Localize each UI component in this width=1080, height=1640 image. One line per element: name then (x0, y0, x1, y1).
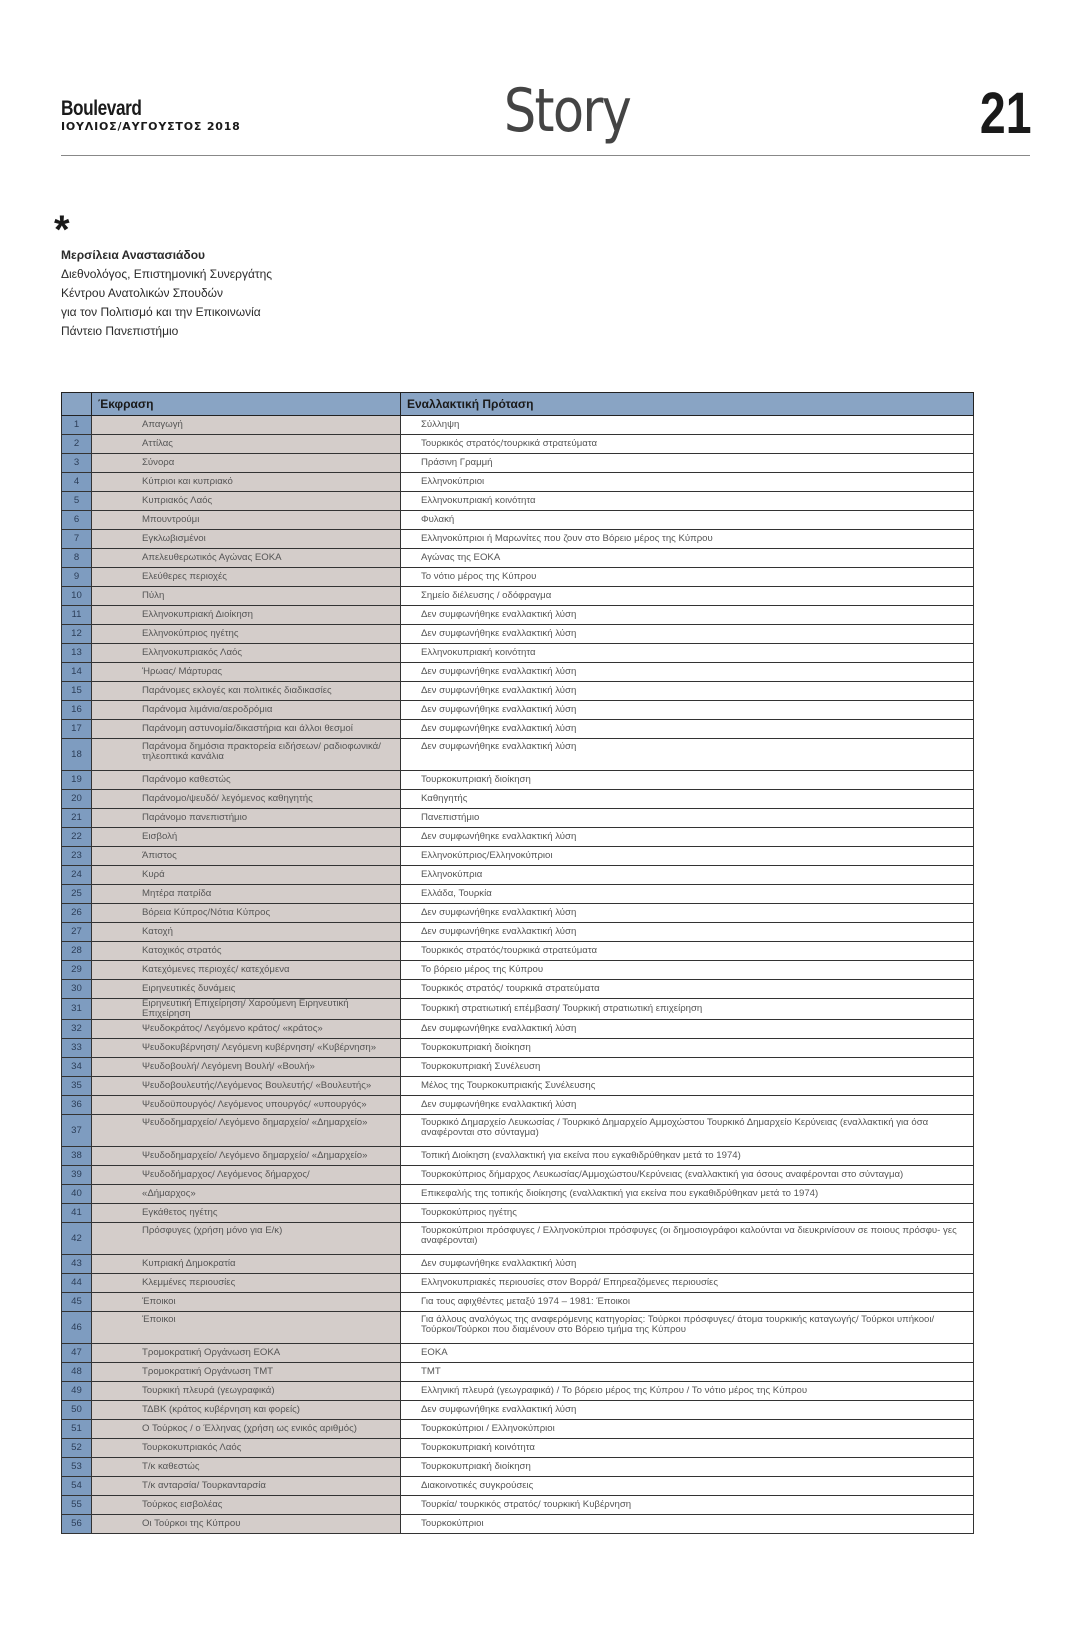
table-row (62, 828, 974, 847)
expression-cell: Κυρά (92, 866, 401, 885)
expression-cell: Κατοχικός στρατός (92, 942, 401, 961)
alternative-cell: Το νότιο μέρος της Κύπρου (401, 568, 974, 587)
table-row (62, 961, 974, 980)
alternative-cell: Τουρκοκυπριακή διοίκηση (401, 1039, 974, 1058)
expression-cell: Ψευδοκράτος/ Λεγόμενο κράτος/ «κράτος» (92, 1020, 401, 1039)
terms-table (61, 392, 974, 1534)
table-row (62, 644, 974, 663)
table-row (62, 416, 974, 435)
author-line: Πάντειο Πανεπιστήμιο (61, 324, 179, 338)
expression-cell: Παράνομο πανεπιστήμιο (92, 809, 401, 828)
alternative-cell: ΕΟΚΑ (401, 1344, 974, 1363)
alternative-cell: Τουρκοκύπριοι πρόσφυγες / Ελληνοκύπριοι πρόσφυγες (οι δημοσιογράφοι καλούνται να διευκρινίσουν σε ποιους πρόσφυ- γες αναφέρονται) (401, 1223, 974, 1255)
row-number: 55 (62, 1496, 92, 1515)
row-number: 33 (62, 1039, 92, 1058)
alternative-cell: Ελληνοκύπρια (401, 866, 974, 885)
alternative-cell: Μέλος της Τουρκοκυπριακής Συνέλευσης (401, 1077, 974, 1096)
row-number: 48 (62, 1363, 92, 1382)
expression-cell: Πύλη (92, 587, 401, 606)
expression-cell: Μπουντρούμι (92, 511, 401, 530)
table-row (62, 1147, 974, 1166)
table-row (62, 1077, 974, 1096)
column-header-number (62, 393, 92, 416)
row-number: 10 (62, 587, 92, 606)
expression-cell: Κατοχή (92, 923, 401, 942)
row-number: 41 (62, 1204, 92, 1223)
author-block (61, 246, 272, 341)
table-row (62, 663, 974, 682)
expression-cell: Κυπριακός Λαός (92, 492, 401, 511)
table-row (62, 1039, 974, 1058)
alternative-cell: Δεν συμφωνήθηκε εναλλακτική λύση (401, 701, 974, 720)
expression-cell: Τουρκική πλευρά (γεωγραφικά) (92, 1382, 401, 1401)
row-number: 37 (62, 1115, 92, 1147)
row-number: 9 (62, 568, 92, 587)
row-number: 24 (62, 866, 92, 885)
expression-cell: Παράνομα δημόσια πρακτορεία ειδήσεων/ ραδιοφωνικά/ τηλεοπτικά κανάλια (92, 739, 401, 771)
alternative-cell: Τουρκοκύπριος δήμαρχος Λευκωσίας/Αμμοχώστου/Κερύνειας (εναλλακτική για όσους αναφέρονται στο σύνταγμα) (401, 1166, 974, 1185)
table-row (62, 1293, 974, 1312)
table-row (62, 473, 974, 492)
expression-cell: Ο Τούρκος / ο Έλληνας (χρήση ως ενικός αριθμός) (92, 1420, 401, 1439)
expression-cell: Ψευδοδημαρχείο/ Λεγόμενο δημαρχείο/ «Δημαρχείο» (92, 1147, 401, 1166)
alternative-cell: Ελληνοκύπριοι (401, 473, 974, 492)
row-number: 26 (62, 904, 92, 923)
alternative-cell: Τουρκοκυπριακή κοινότητα (401, 1439, 974, 1458)
table-row (62, 587, 974, 606)
row-number: 28 (62, 942, 92, 961)
expression-cell: Ελεύθερες περιοχές (92, 568, 401, 587)
expression-cell: Ψευδοβουλευτής/Λεγόμενος Βουλευτής/ «Βουλευτής» (92, 1077, 401, 1096)
alternative-cell: Δεν συμφωνήθηκε εναλλακτική λύση (401, 682, 974, 701)
issue-date: ΙΟΥΛΙΟΣ/ΑΥΓΟΥΣΤΟΣ 2018 (61, 120, 241, 133)
alternative-cell: Δεν συμφωνήθηκε εναλλακτική λύση (401, 1255, 974, 1274)
author-line: για τον Πολιτισμό και την Επικοινωνία (61, 305, 261, 319)
table-row (62, 1382, 974, 1401)
alternative-cell: Για άλλους αναλόγως της αναφερόμενης κατηγορίας: Τούρκοι πρόσφυγες/ άτομα τουρκικής καταγωγής/ Τούρκοι υπήκοοι/ Τούρκοι/Τούρκοι που διαμένουν στο Βόρειο τμήμα της Κύπρου (401, 1312, 974, 1344)
table-header-row (62, 393, 974, 416)
expression-cell: Ψευδοδημαρχείο/ Λεγόμενο δημαρχείο/ «Δημαρχείο» (92, 1115, 401, 1147)
alternative-cell: Δεν συμφωνήθηκε εναλλακτική λύση (401, 1020, 974, 1039)
alternative-cell: Ελληνοκύπριος/Ελληνοκύπριοι (401, 847, 974, 866)
table-row (62, 1363, 974, 1382)
expression-cell: «Δήμαρχος» (92, 1185, 401, 1204)
alternative-cell: Τουρκοκύπριοι (401, 1515, 974, 1534)
alternative-cell: Τουρκοκυπριακή διοίκηση (401, 771, 974, 790)
table-row (62, 923, 974, 942)
expression-cell: Οι Τούρκοι της Κύπρου (92, 1515, 401, 1534)
table-row (62, 606, 974, 625)
row-number: 2 (62, 435, 92, 454)
alternative-cell: Δεν συμφωνήθηκε εναλλακτική λύση (401, 663, 974, 682)
table-row (62, 1344, 974, 1363)
row-number: 6 (62, 511, 92, 530)
row-number: 16 (62, 701, 92, 720)
expression-cell: Παράνομο καθεστώς (92, 771, 401, 790)
row-number: 31 (62, 999, 92, 1020)
author-line: Διεθνολόγος, Επιστημονική Συνεργάτης (61, 267, 273, 281)
table-row (62, 1255, 974, 1274)
row-number: 52 (62, 1439, 92, 1458)
expression-cell: Κατεχόμενες περιοχές/ κατεχόμενα (92, 961, 401, 980)
alternative-cell: Πράσινη Γραμμή (401, 454, 974, 473)
table-row (62, 720, 974, 739)
row-number: 27 (62, 923, 92, 942)
alternative-cell: Τουρκοκυπριακή Συνέλευση (401, 1058, 974, 1077)
expression-cell: Ψευδοβουλή/ Λεγόμενη Βουλή/ «Βουλή» (92, 1058, 401, 1077)
expression-cell: Τρομοκρατική Οργάνωση ΕΟΚΑ (92, 1344, 401, 1363)
table-row (62, 454, 974, 473)
row-number: 5 (62, 492, 92, 511)
table-row (62, 568, 974, 587)
alternative-cell: Τουρκοκυπριακή διοίκηση (401, 1458, 974, 1477)
alternative-cell: Σύλληψη (401, 416, 974, 435)
table-row (62, 885, 974, 904)
alternative-cell: Ελληνοκυπριακή κοινότητα (401, 644, 974, 663)
row-number: 47 (62, 1344, 92, 1363)
alternative-cell: Τοπική Διοίκηση (εναλλακτική για εκείνα που εγκαθιδρύθηκαν μετά το 1974) (401, 1147, 974, 1166)
section-title: Story (503, 76, 631, 146)
row-number: 32 (62, 1020, 92, 1039)
row-number: 56 (62, 1515, 92, 1534)
alternative-cell: Τουρκική στρατιωτική επέμβαση/ Τουρκική στρατιωτική επιχείρηση (401, 999, 974, 1020)
table-row (62, 701, 974, 720)
expression-cell: Σύνορα (92, 454, 401, 473)
row-number: 15 (62, 682, 92, 701)
table-row (62, 809, 974, 828)
expression-cell: Απαγωγή (92, 416, 401, 435)
table-row (62, 847, 974, 866)
expression-cell: Παράνομες εκλογές και πολιτικές διαδικασίες (92, 682, 401, 701)
row-number: 43 (62, 1255, 92, 1274)
alternative-cell: Φυλακή (401, 511, 974, 530)
table-row (62, 739, 974, 771)
alternative-cell: Δεν συμφωνήθηκε εναλλακτική λύση (401, 828, 974, 847)
expression-cell: Παράνομη αστυνομία/δικαστήρια και άλλοι θεσμοί (92, 720, 401, 739)
table-row (62, 790, 974, 809)
table-row (62, 435, 974, 454)
row-number: 13 (62, 644, 92, 663)
row-number: 14 (62, 663, 92, 682)
row-number: 8 (62, 549, 92, 568)
alternative-cell: Δεν συμφωνήθηκε εναλλακτική λύση (401, 606, 974, 625)
table-row (62, 1096, 974, 1115)
alternative-cell: Τουρκικός στρατός/τουρκικά στρατεύματα (401, 942, 974, 961)
expression-cell: Ειρηνευτική Επιχείρηση/ Χαρούμενη Ειρηνευτική Επιχείρηση (92, 999, 401, 1020)
table-row (62, 1274, 974, 1293)
alternative-cell: Δεν συμφωνήθηκε εναλλακτική λύση (401, 625, 974, 644)
row-number: 39 (62, 1166, 92, 1185)
expression-cell: Εγκλωβισμένοι (92, 530, 401, 549)
table-row (62, 625, 974, 644)
asterisk-icon: * (54, 208, 70, 252)
alternative-cell: Δεν συμφωνήθηκε εναλλακτική λύση (401, 904, 974, 923)
table-row (62, 942, 974, 961)
table-row (62, 682, 974, 701)
alternative-cell: Δεν συμφωνήθηκε εναλλακτική λύση (401, 720, 974, 739)
header-rule (61, 155, 1030, 156)
alternative-cell: Ελληνοκυπριακή κοινότητα (401, 492, 974, 511)
table-row (62, 904, 974, 923)
expression-cell: Έποικοι (92, 1312, 401, 1344)
alternative-cell: Επικεφαλής της τοπικής διοίκησης (εναλλακτική για εκείνα που εγκαθιδρύθηκαν μετά το 1974) (401, 1185, 974, 1204)
table-row (62, 1515, 974, 1534)
row-number: 54 (62, 1477, 92, 1496)
alternative-cell: Καθηγητής (401, 790, 974, 809)
alternative-cell: Δεν συμφωνήθηκε εναλλακτική λύση (401, 1096, 974, 1115)
column-header-alternative: Εναλλακτική Πρόταση (401, 393, 974, 416)
alternative-cell: Τουρκοκύπριοι / Ελληνοκύπριοι (401, 1420, 974, 1439)
alternative-cell: Τουρκικός στρατός/τουρκικά στρατεύματα (401, 435, 974, 454)
table-row (62, 1223, 974, 1255)
row-number: 25 (62, 885, 92, 904)
row-number: 18 (62, 739, 92, 771)
alternative-cell: Το βόρειο μέρος της Κύπρου (401, 961, 974, 980)
expression-cell: Τρομοκρατική Οργάνωση ΤΜΤ (92, 1363, 401, 1382)
row-number: 3 (62, 454, 92, 473)
row-number: 21 (62, 809, 92, 828)
expression-cell: Εγκάθετος ηγέτης (92, 1204, 401, 1223)
expression-cell: Έποικοι (92, 1293, 401, 1312)
row-number: 19 (62, 771, 92, 790)
alternative-cell: Δεν συμφωνήθηκε εναλλακτική λύση (401, 923, 974, 942)
expression-cell: Αττίλας (92, 435, 401, 454)
author-line: Κέντρου Ανατολικών Σπουδών (61, 286, 224, 300)
row-number: 42 (62, 1223, 92, 1255)
alternative-cell: Ελληνοκυπριακές περιουσίες στον Βορρά/ Επηρεαζόμενες περιουσίες (401, 1274, 974, 1293)
expression-cell: Ψευδοδήμαρχος/ Λεγόμενος δήμαρχος/ (92, 1166, 401, 1185)
expression-cell: Κλεμμένες περιουσίες (92, 1274, 401, 1293)
row-number: 30 (62, 980, 92, 999)
expression-cell: Πρόσφυγες (χρήση μόνο για Ε/κ) (92, 1223, 401, 1255)
row-number: 11 (62, 606, 92, 625)
table-row (62, 999, 974, 1020)
row-number: 22 (62, 828, 92, 847)
table-row (62, 492, 974, 511)
row-number: 12 (62, 625, 92, 644)
table-row (62, 866, 974, 885)
expression-cell: Ψευδοκυβέρνηση/ Λεγόμενη κυβέρνηση/ «Κυβέρνηση» (92, 1039, 401, 1058)
table-row (62, 530, 974, 549)
row-number: 45 (62, 1293, 92, 1312)
row-number: 53 (62, 1458, 92, 1477)
expression-cell: Μητέρα πατρίδα (92, 885, 401, 904)
expression-cell: Τουρκοκυπριακός Λαός (92, 1439, 401, 1458)
row-number: 49 (62, 1382, 92, 1401)
table-row (62, 1401, 974, 1420)
row-number: 50 (62, 1401, 92, 1420)
table-row (62, 549, 974, 568)
table-row (62, 1420, 974, 1439)
row-number: 23 (62, 847, 92, 866)
expression-cell: Τούρκος εισβολέας (92, 1496, 401, 1515)
table-row (62, 771, 974, 790)
table-row (62, 1204, 974, 1223)
table-row (62, 980, 974, 999)
expression-cell: Εισβολή (92, 828, 401, 847)
row-number: 34 (62, 1058, 92, 1077)
row-number: 7 (62, 530, 92, 549)
table-row (62, 511, 974, 530)
expression-cell: Ελληνοκυπριακός Λαός (92, 644, 401, 663)
author-name: Μερσίλεια Αναστασιάδου (61, 248, 206, 262)
row-number: 17 (62, 720, 92, 739)
row-number: 4 (62, 473, 92, 492)
expression-cell: ΤΔΒΚ (κράτος κυβέρνηση και φορείς) (92, 1401, 401, 1420)
table-row (62, 1020, 974, 1039)
alternative-cell: Διακοινοτικές συγκρούσεις (401, 1477, 974, 1496)
row-number: 46 (62, 1312, 92, 1344)
expression-cell: Ήρωας/ Μάρτυρας (92, 663, 401, 682)
table-row (62, 1312, 974, 1344)
alternative-cell: Τουρκοκύπριος ηγέτης (401, 1204, 974, 1223)
table-row (62, 1477, 974, 1496)
expression-cell: Ειρηνευτικές δυνάμεις (92, 980, 401, 999)
alternative-cell: Δεν συμφωνήθηκε εναλλακτική λύση (401, 739, 974, 771)
table-row (62, 1115, 974, 1147)
table-row (62, 1166, 974, 1185)
table-row (62, 1185, 974, 1204)
row-number: 38 (62, 1147, 92, 1166)
row-number: 36 (62, 1096, 92, 1115)
alternative-cell: Ελληνοκύπριοι ή Μαρωνίτες που ζουν στο Βόρειο μέρος της Κύπρου (401, 530, 974, 549)
alternative-cell: Ελληνική πλευρά (γεωγραφικά) / Το βόρειο μέρος της Κύπρου / Το νότιο μέρος της Κύπρου (401, 1382, 974, 1401)
alternative-cell: Τουρκικό Δημαρχείο Λευκωσίας / Τουρκικό Δημαρχείο Αμμοχώστου Τουρκικό Δημαρχείο Κερύνειας (εναλλακτική για όσα αναφέρονται στο σύνταγμα) (401, 1115, 974, 1147)
alternative-cell: Σημείο διέλευσης / οδόφραγμα (401, 587, 974, 606)
alternative-cell: Δεν συμφωνήθηκε εναλλακτική λύση (401, 1401, 974, 1420)
expression-cell: Ελληνοκυπριακή Διοίκηση (92, 606, 401, 625)
brand-logo: Boulevard (61, 97, 142, 120)
row-number: 35 (62, 1077, 92, 1096)
alternative-cell: Τουρκία/ τουρκικός στρατός/ τουρκική Κυβέρνηση (401, 1496, 974, 1515)
expression-cell: Βόρεια Κύπρος/Νότια Κύπρος (92, 904, 401, 923)
table-row (62, 1496, 974, 1515)
table-body (62, 416, 974, 1534)
expression-cell: Τ/κ ανταρσία/ Τουρκανταρσία (92, 1477, 401, 1496)
page-number: 21 (980, 81, 1032, 146)
alternative-cell: Ελλάδα, Τουρκία (401, 885, 974, 904)
expression-cell: Παράνομα λιμάνια/αεροδρόμια (92, 701, 401, 720)
row-number: 1 (62, 416, 92, 435)
row-number: 51 (62, 1420, 92, 1439)
expression-cell: Κυπριακή Δημοκρατία (92, 1255, 401, 1274)
expression-cell: Κύπριοι και κυπριακό (92, 473, 401, 492)
expression-cell: Άπιστος (92, 847, 401, 866)
expression-cell: Τ/κ καθεστώς (92, 1458, 401, 1477)
column-header-expression: Έκφραση (92, 393, 401, 416)
table-row (62, 1058, 974, 1077)
row-number: 29 (62, 961, 92, 980)
alternative-cell: Για τους αφιχθέντες μεταξύ 1974 – 1981: Έποικοι (401, 1293, 974, 1312)
row-number: 44 (62, 1274, 92, 1293)
table-row (62, 1458, 974, 1477)
row-number: 20 (62, 790, 92, 809)
expression-cell: Απελευθερωτικός Αγώνας ΕΟΚΑ (92, 549, 401, 568)
table-row (62, 1439, 974, 1458)
row-number: 40 (62, 1185, 92, 1204)
alternative-cell: Τουρκικός στρατός/ τουρκικά στρατεύματα (401, 980, 974, 999)
expression-cell: Ψευδοϋπουργός/ Λεγόμενος υπουργός/ «υπουργός» (92, 1096, 401, 1115)
alternative-cell: Αγώνας της ΕΟΚΑ (401, 549, 974, 568)
expression-cell: Παράνομο/ψευδό/ λεγόμενος καθηγητής (92, 790, 401, 809)
alternative-cell: ΤΜΤ (401, 1363, 974, 1382)
alternative-cell: Πανεπιστήμιο (401, 809, 974, 828)
expression-cell: Ελληνοκύπριος ηγέτης (92, 625, 401, 644)
